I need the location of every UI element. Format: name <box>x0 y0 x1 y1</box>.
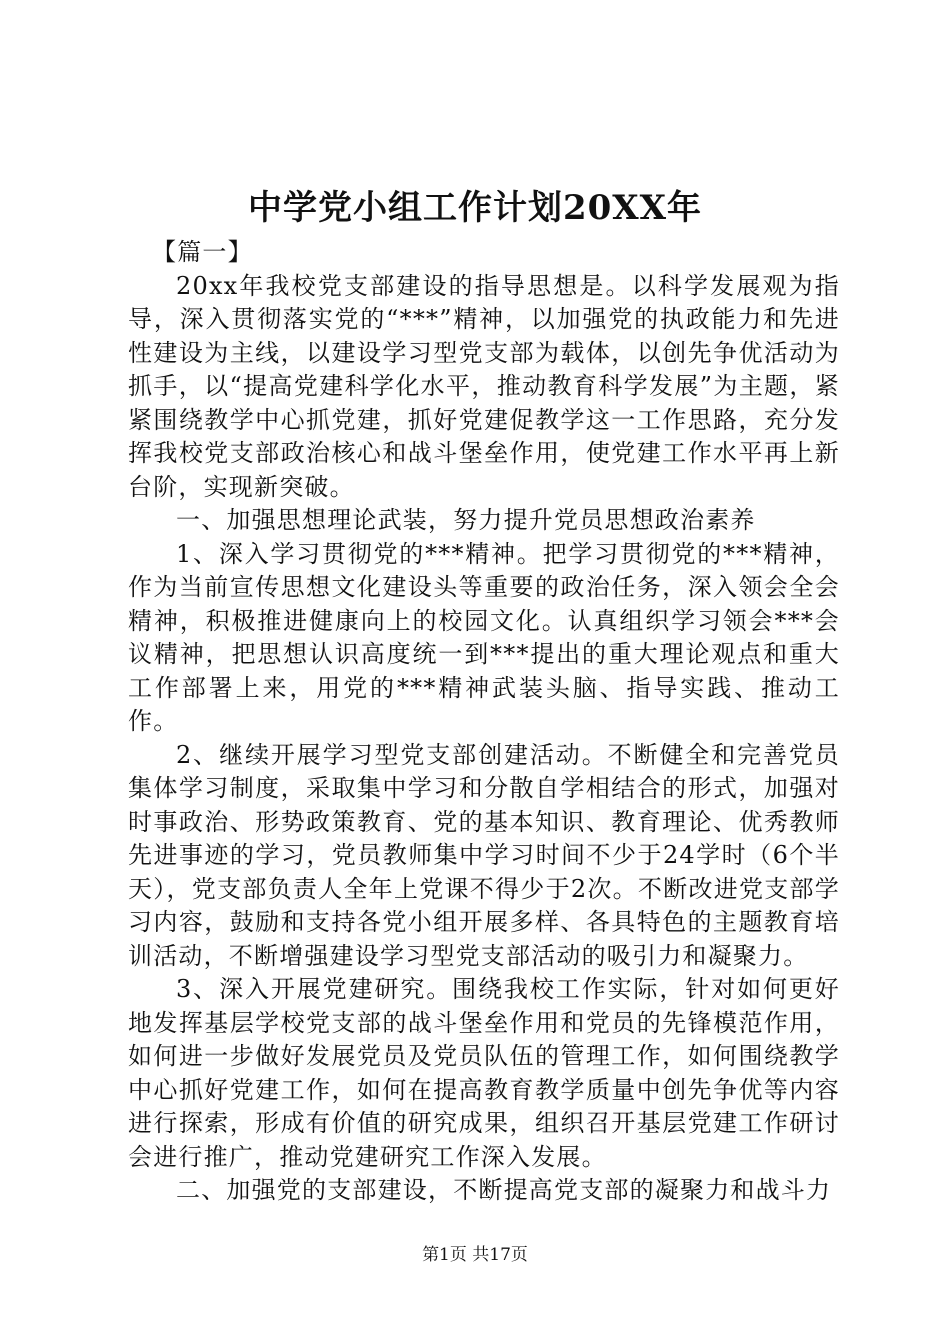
document-body <box>128 236 840 1208</box>
document-title: 中学党小组工作计划20XX年 <box>247 188 703 228</box>
paragraph-guiding-ideology: 20xx年我校党支部建设的指导思想是。以科学发展观为指导，深入贯彻落实党的“***”精神，以加强党的执政能力和先进性建设为主线，以建设学习型党支部为载体，以创先争优活动为抓手，以“提高党建科学化水平，推动教育科学发展”为主题，紧紧围绕教学中心抓党建，抓好党建促教学这一工作思路，充分发挥我校党支部政治核心和战斗堡垒作用，使党建工作水平再上新台阶，实现新突破。 <box>128 271 840 501</box>
section-label: 【篇一】 <box>152 238 253 266</box>
paragraph-item-1: 1、深入学习贯彻党的***精神。把学习贯彻党的***精神，作为当前宣传思想文化建设头等重要的政治任务，深入领会全会精神，积极推进健康向上的校园文化。认真组织学习领会***会议精神，把思想认识高度统一到***提出的重大理论观点和重大工作部署上来，用党的***精神武装头脑、指导实践、推动工作。 <box>128 539 840 735</box>
page-footer: 第1页 共17页 <box>422 1245 528 1265</box>
heading-part-one: 一、加强思想理论武装，努力提升党员思想政治素养 <box>176 506 756 534</box>
paragraph-item-3: 3、深入开展党建研究。围绕我校工作实际，针对如何更好地发挥基层学校党支部的战斗堡垒作用和党员的先锋模范作用，如何进一步做好发展党员及党员队伍的管理工作，如何围绕教学中心抓好党建工作，如何在提高教育教学质量中创先争优等内容进行探索，形成有价值的研究成果，组织召开基层党建工作研讨会进行推广，推动党建研究工作深入发展。 <box>128 975 840 1171</box>
heading-part-two: 二、加强党的支部建设，不断提高党支部的凝聚力和战斗力 <box>176 1176 832 1204</box>
paragraph-item-2: 2、继续开展学习型党支部创建活动。不断健全和完善党员集体学习制度，采取集中学习和分散自学相结合的形式，加强对时事政治、形势政策教育、党的基本知识、教育理论、优秀教师先进事迹的学习，党员教师集中学习时间不少于24学时（6个半天），党支部负责人全年上党课不得少于2次。不断改进党支部学习内容，鼓励和支持各党小组开展多样、各具特色的主题教育培训活动，不断增强建设学习型党支部活动的吸引力和凝聚力。 <box>128 740 840 970</box>
